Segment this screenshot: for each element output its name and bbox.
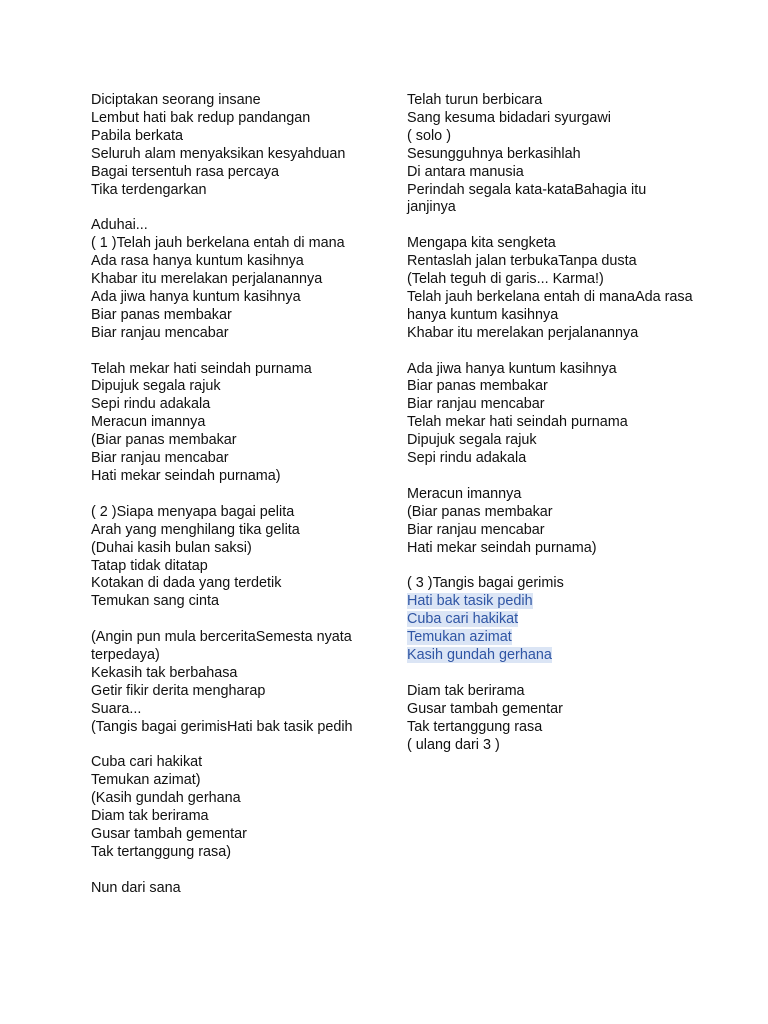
stanza	[407, 361, 697, 468]
lyric-line: Hati mekar seindah purnama)	[91, 468, 281, 484]
lyric-line: Bagai tersentuh rasa percaya	[91, 163, 279, 180]
lyric-line: Meracun imannya	[407, 485, 522, 502]
lyric-line: ( 3 )Tangis bagai gerimis	[407, 575, 564, 592]
lyric-line: Kekasih tak berbahasa	[91, 664, 238, 681]
lyric-line: Meracun imannya	[91, 414, 206, 431]
lyric-line: Di antara manusia	[407, 163, 524, 180]
lyric-line: ( 2 )Siapa menyapa bagai pelita	[91, 503, 295, 520]
stanza	[91, 629, 381, 736]
lyric-line: Khabar itu merelakan perjalanannya	[407, 324, 639, 341]
lyric-line: (Kasih gundah gerhana	[91, 790, 241, 807]
lyric-line: Biar panas membakar	[407, 378, 548, 395]
lyric-line: (Duhai kasih bulan saksi)	[91, 539, 252, 556]
lyric-line: Biar ranjau mencabar	[407, 521, 545, 538]
stanza	[91, 217, 381, 342]
lyric-line: Biar ranjau mencabar	[91, 324, 229, 341]
highlighted-text: Temukan azimat	[407, 629, 512, 646]
lyric-line: Getir fikir derita mengharap	[91, 682, 266, 699]
lyric-line: (Biar panas membakar	[407, 503, 553, 520]
highlighted-text: Cuba cari hakikat	[407, 611, 519, 628]
lyric-line: Ada jiwa hanya kuntum kasihnya	[407, 360, 617, 377]
lyric-line: Nun dari sana	[91, 879, 181, 896]
lyric-line: (Angin pun mula berceritaSemesta nyata terpedaya)	[91, 629, 352, 664]
lyric-line: Lembut hati bak redup pandangan	[91, 109, 311, 126]
stanza	[91, 880, 381, 898]
lyric-line	[407, 647, 697, 665]
lyric-line: Diam tak berirama	[91, 808, 209, 825]
lyric-line: Temukan sang cinta	[91, 593, 219, 610]
lyric-line: Sepi rindu adakala	[91, 396, 211, 413]
lyric-line: Aduhai...	[91, 217, 148, 234]
lyric-line	[407, 593, 697, 611]
lyric-line: Dipujuk segala rajuk	[91, 378, 221, 395]
lyric-line: Diam tak berirama	[407, 682, 525, 699]
lyric-line: (Tangis bagai gerimisHati bak tasik pedih	[91, 718, 353, 735]
lyric-line: ( solo )	[407, 127, 451, 144]
lyric-line: Tak tertanggung rasa)	[91, 843, 231, 860]
lyric-line: Ada rasa hanya kuntum kasihnya	[91, 253, 304, 270]
lyric-line: Mengapa kita sengketa	[407, 235, 556, 252]
stanza	[91, 92, 381, 199]
lyric-line: Telah mekar hati seindah purnama	[407, 414, 628, 431]
lyric-line: Biar panas membakar	[91, 306, 232, 323]
lyric-line: Cuba cari hakikat	[91, 754, 203, 771]
lyric-line: Kotakan di dada yang terdetik	[91, 575, 282, 592]
lyric-line: ( ulang dari 3 )	[407, 736, 500, 753]
lyric-line: Biar ranjau mencabar	[407, 396, 545, 413]
lyric-line: Hati mekar seindah purnama)	[407, 539, 597, 556]
lyric-line: Pabila berkata	[91, 127, 184, 144]
lyric-line: Tika terdengarkan	[91, 181, 207, 198]
lyric-line: Sepi rindu adakala	[407, 450, 527, 467]
lyric-line: Diciptakan seorang insane	[91, 92, 261, 108]
lyric-line	[407, 611, 697, 629]
stanza	[407, 486, 697, 558]
highlighted-text: Hati bak tasik pedih	[407, 593, 533, 610]
lyric-line: Temukan azimat)	[91, 772, 201, 789]
lyric-line: Ada jiwa hanya kuntum kasihnya	[91, 288, 301, 305]
lyric-line: Perindah segala kata-kataBahagia itu janjinya	[407, 181, 647, 216]
stanza	[407, 575, 697, 665]
lyric-line: Telah jauh berkelana entah di manaAda rasa hanya kuntum kasihnya	[407, 288, 693, 323]
lyric-line: Suara...	[91, 700, 142, 717]
lyric-line	[407, 629, 697, 647]
stanza	[407, 683, 697, 755]
stanza	[91, 504, 381, 611]
lyrics-right-column	[407, 92, 697, 772]
lyric-line: Khabar itu merelakan perjalanannya	[91, 271, 323, 288]
lyric-line: Gusar tambah gementar	[91, 826, 247, 843]
lyric-line: ( 1 )Telah jauh berkelana entah di mana	[91, 235, 345, 252]
lyric-line: Sang kesuma bidadari syurgawi	[407, 109, 611, 126]
stanza	[407, 235, 697, 342]
lyric-line: (Telah teguh di garis... Karma!)	[407, 271, 604, 288]
lyric-line: Sesungguhnya berkasihlah	[407, 145, 581, 162]
lyric-line: Biar ranjau mencabar	[91, 450, 229, 467]
lyric-line: Telah turun berbicara	[407, 92, 543, 108]
stanza	[407, 92, 697, 217]
lyrics-left-column	[91, 92, 381, 916]
lyric-line: Gusar tambah gementar	[407, 700, 563, 717]
lyric-line: Tatap tidak ditatap	[91, 557, 208, 574]
lyric-line: Dipujuk segala rajuk	[407, 432, 537, 449]
lyric-line: Seluruh alam menyaksikan kesyahduan	[91, 145, 346, 162]
stanza	[91, 361, 381, 486]
lyric-line: Tak tertanggung rasa	[407, 718, 543, 735]
lyric-line: Telah mekar hati seindah purnama	[91, 360, 312, 377]
lyric-line: Rentaslah jalan terbukaTanpa dusta	[407, 253, 637, 270]
stanza	[91, 754, 381, 861]
lyric-line: Arah yang menghilang tika gelita	[91, 521, 300, 538]
lyric-line: (Biar panas membakar	[91, 432, 237, 449]
highlighted-text: Kasih gundah gerhana	[407, 647, 552, 664]
